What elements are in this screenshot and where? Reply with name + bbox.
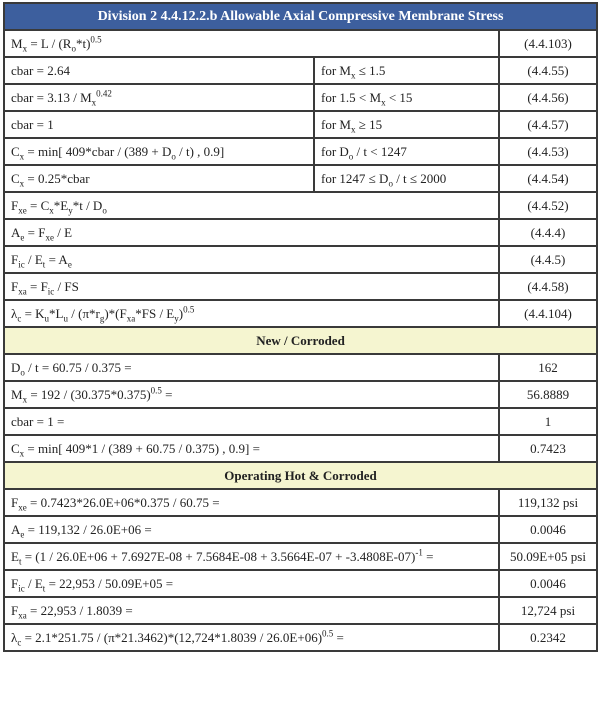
calc-row xyxy=(4,570,597,597)
equation-ref: (4.4.53) xyxy=(499,138,597,165)
calc-row xyxy=(4,624,597,651)
calc-value: 12,724 psi xyxy=(499,597,597,624)
equation-formula: $F_{xa} = F_{ic}$ / FS xyxy=(4,273,499,300)
equation-row xyxy=(4,138,597,165)
equation-formula: cbar = $3.13 / M_x^{0.42}$ xyxy=(4,84,314,111)
equation-ref: (4.4.5) xyxy=(499,246,597,273)
equation-condition: for $M_x \ge 15$ xyxy=(314,111,499,138)
equation-ref: (4.4.104) xyxy=(499,300,597,327)
calc-row xyxy=(4,489,597,516)
title-row xyxy=(4,3,597,30)
equation-row xyxy=(4,219,597,246)
equation-formula: $M_x = L / (R_o*t)^{0.5}$ xyxy=(4,30,499,57)
calc-value: 1 xyxy=(499,408,597,435)
calc-formula: $D_o / t = 60.75 / 0.375$ = xyxy=(4,354,499,381)
equation-ref: (4.4.103) xyxy=(499,30,597,57)
equation-ref: (4.4.56) xyxy=(499,84,597,111)
equation-row xyxy=(4,111,597,138)
equation-formula: $F_{xe} = C_x*E_y*t / D_o$ xyxy=(4,192,499,219)
calc-formula: $A_e = 119,132 / 26.0E+06$ = xyxy=(4,516,499,543)
equation-condition: for $1247 \le D_o / t \le 2000$ xyxy=(314,165,499,192)
calc-formula: $C_x = \min$[ 409*1 / (389 + 60.75 / 0.375) , 0.9] = xyxy=(4,435,499,462)
equation-condition: for $M_x \le 1.5$ xyxy=(314,57,499,84)
equation-formula: $C_x$ = 0.25*cbar xyxy=(4,165,314,192)
equation-row xyxy=(4,57,597,84)
section-heading-operating-hot-corroded: Operating Hot & Corroded xyxy=(4,462,597,489)
section-row xyxy=(4,327,597,354)
equation-formula: cbar = 1 xyxy=(4,111,314,138)
calc-value: 162 xyxy=(499,354,597,381)
table-title: Division 2 4.4.12.2.b Allowable Axial Compressive Membrane Stress xyxy=(4,3,597,30)
equation-formula: $C_x = \min$[ 409*cbar / $(389 + D_o / t)$ , 0.9] xyxy=(4,138,314,165)
section-heading-new-corroded: New / Corroded xyxy=(4,327,597,354)
calc-formula: $\lambda_c = 2.1*251.75 / (\pi*21.3462)*(12,724*1.8039 / 26.0E+06)^{0.5}$ = xyxy=(4,624,499,651)
equation-row xyxy=(4,300,597,327)
calc-row xyxy=(4,354,597,381)
calc-row xyxy=(4,597,597,624)
calc-formula: $E_t = (1 / 26.0E+06 + 7.6927E-08 + 7.5684E-08 + 3.5664E-07 + -3.4808E-07)^{-1}$ = xyxy=(4,543,499,570)
calc-row xyxy=(4,516,597,543)
equation-formula: $\lambda_c = K_u*L_u / (\pi*r_g)*(F_{xa}*FS / E_y)^{0.5}$ xyxy=(4,300,499,327)
calc-value: 56.8889 xyxy=(499,381,597,408)
calc-row xyxy=(4,408,597,435)
equation-row xyxy=(4,30,597,57)
equation-formula: $A_e = F_{xe} / E$ xyxy=(4,219,499,246)
equation-ref: (4.4.54) xyxy=(499,165,597,192)
equation-ref: (4.4.55) xyxy=(499,57,597,84)
allowable-axial-stress-table xyxy=(3,2,598,652)
equation-formula: cbar = 2.64 xyxy=(4,57,314,84)
calc-row xyxy=(4,435,597,462)
equation-ref: (4.4.4) xyxy=(499,219,597,246)
equation-row xyxy=(4,246,597,273)
calc-formula: $F_{ic} / E_t = 22,953 / 50.09E+05$ = xyxy=(4,570,499,597)
calc-value: 0.2342 xyxy=(499,624,597,651)
equation-ref: (4.4.57) xyxy=(499,111,597,138)
calc-value: 119,132 psi xyxy=(499,489,597,516)
equation-row xyxy=(4,273,597,300)
equation-row xyxy=(4,84,597,111)
equation-row xyxy=(4,165,597,192)
equation-condition: for $1.5 < M_x < 15$ xyxy=(314,84,499,111)
calc-value: 0.0046 xyxy=(499,516,597,543)
calc-formula: cbar = 1 = xyxy=(4,408,499,435)
equation-condition: for $D_o / t < 1247$ xyxy=(314,138,499,165)
equation-ref: (4.4.58) xyxy=(499,273,597,300)
calc-value: 50.09E+05 psi xyxy=(499,543,597,570)
calc-formula: $M_x = 192 / (30.375*0.375)^{0.5}$ = xyxy=(4,381,499,408)
section-row xyxy=(4,462,597,489)
calc-value: 0.0046 xyxy=(499,570,597,597)
calc-value: 0.7423 xyxy=(499,435,597,462)
calc-formula: $F_{xa} = 22,953 / 1.8039$ = xyxy=(4,597,499,624)
equation-row xyxy=(4,192,597,219)
equation-ref: (4.4.52) xyxy=(499,192,597,219)
equation-formula: $F_{ic} / E_t = A_e$ xyxy=(4,246,499,273)
calc-formula: $F_{xe} = 0.7423*26.0E+06*0.375 / 60.75$ = xyxy=(4,489,499,516)
calc-row xyxy=(4,381,597,408)
calc-row xyxy=(4,543,597,570)
